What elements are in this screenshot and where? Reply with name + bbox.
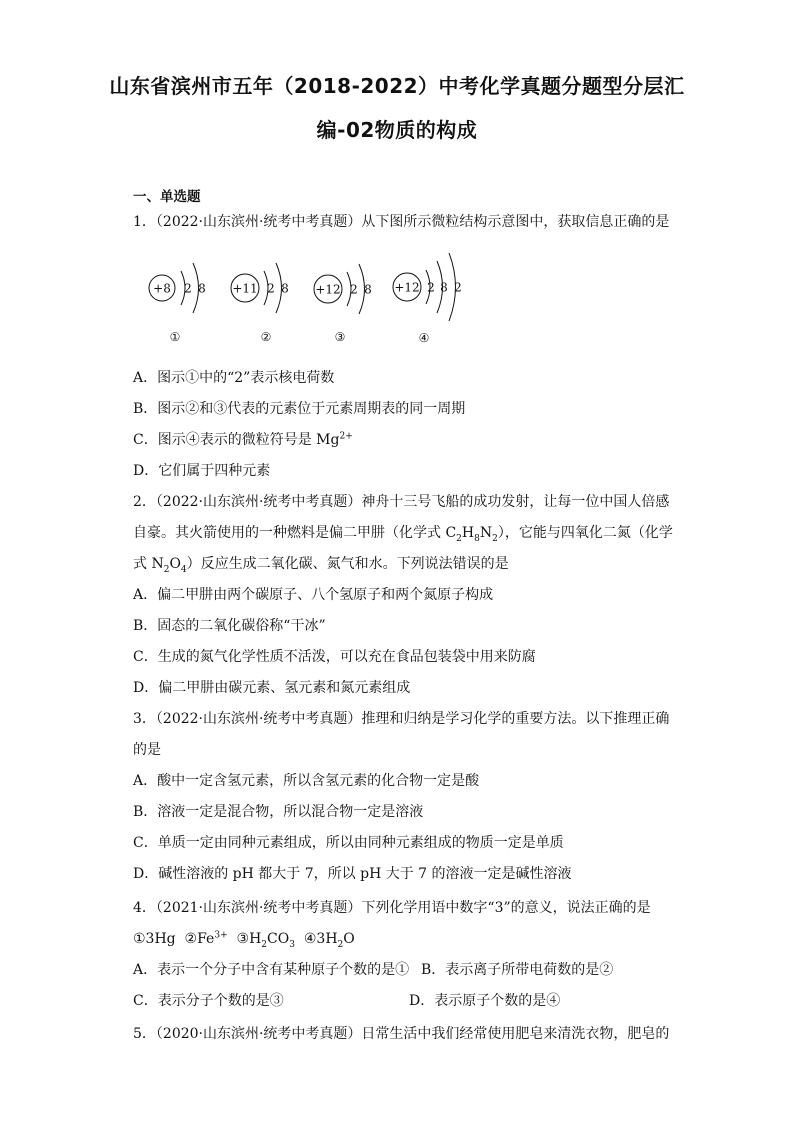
atom-4-shell-3: 2: [454, 280, 462, 295]
q4-formulas: [133, 929, 355, 949]
atom-2-shell-2: 8: [281, 281, 289, 296]
q1-option-a: A．图示①中的“2”表示核电荷数: [133, 370, 335, 386]
q1-option-c: C．图示④表示的微粒符号是 $Mg^{2+}$: [133, 431, 353, 448]
q4-option-b: B．表示离子所带电荷数的是②: [421, 962, 614, 978]
q1-stem: 1．（2022·山东滨州·统考中考真题）从下图所示微粒结构示意图中，获取信息正确的是: [133, 214, 670, 230]
atom-2-nucleus: +11: [232, 281, 258, 296]
atomic-structure-diagrams: [140, 243, 470, 353]
section-heading: 一、单选题: [133, 189, 201, 205]
q4-formula-4: $④3H_2O$: [303, 931, 355, 950]
atom-3-shell-1: 2: [350, 282, 358, 297]
q3-option-b: B．溶液一定是混合物，所以混合物一定是溶液: [133, 804, 424, 820]
atom-diagram-3: [314, 264, 372, 344]
atom-4-label: ④: [418, 331, 430, 345]
q1-option-d: D．它们属于四种元素: [133, 463, 271, 479]
q2-option-c: C．生成的氮气化学性质不活泼，可以充在食品包装袋中用来防腐: [133, 649, 536, 665]
atom-4-nucleus: +12: [394, 280, 420, 295]
atom-2-label: ②: [260, 330, 272, 344]
q3-stem-line-1: 3．（2022·山东滨州·统考中考真题）推理和归纳是学习化学的重要方法。以下推理正确: [133, 711, 670, 727]
q4-formula-2: $②Fe^{3+}$: [184, 930, 228, 947]
q2-stem-line-2: 自豪。其火箭使用的一种燃料是偏二甲肼（化学式 $C_2H_8N_2$），它能与四氧化二氮（化学: [133, 525, 673, 544]
atom-3-shell-2: 8: [364, 282, 372, 297]
q3-option-d: D．碱性溶液的 pH 都大于 7，所以 pH 大于 7 的溶液一定是碱性溶液: [133, 866, 572, 882]
q4-option-a: A．表示一个分子中含有某种原子个数的是①: [133, 962, 410, 978]
atom-1-nucleus: +8: [153, 281, 171, 296]
q5-stem-line-1: 5．（2020·山东滨州·统考中考真题）日常生活中我们经常使用肥皂来清洗衣物，肥皂的: [133, 1026, 670, 1042]
q4-option-d: D．表示原子个数的是④: [409, 993, 561, 1009]
atom-3-nucleus: +12: [315, 282, 341, 297]
atom-1-label: ①: [169, 330, 181, 344]
document-title-line-1: 山东省滨州市五年（2018-2022）中考化学真题分题型分层汇: [109, 74, 685, 98]
atom-1-shell-2: 8: [198, 281, 206, 296]
atom-diagram-4: [393, 253, 462, 345]
q2-option-a: A．偏二甲肼由两个碳原子、八个氢原子和两个氮原子构成: [133, 587, 494, 603]
q3-option-c: C．单质一定由同种元素组成，所以由同种元素组成的物质一定是单质: [133, 835, 564, 851]
atom-diagram-1: [149, 263, 206, 344]
q4-formula-3: $③H_2CO_3$: [236, 931, 295, 950]
q4-stem: 4．（2021·山东滨州·统考中考真题）下列化学用语中数字“3”的意义，说法正确的是: [133, 900, 651, 916]
atom-diagram-2: [231, 263, 289, 344]
q4-option-c: C．表示分子个数的是③: [133, 993, 284, 1009]
q2-stem-line-1: 2．（2022·山东滨州·统考中考真题）神舟十三号飞船的成功发射，让每一位中国人倍感: [133, 494, 670, 510]
q1-option-b: B．图示②和③代表的元素位于元素周期表的同一周期: [133, 401, 466, 417]
q2-stem-line-3: 式 $N_2O_4$）反应生成二氧化碳、氮气和水。下列说法错误的是: [133, 556, 509, 575]
atom-1-shell-1: 2: [184, 281, 192, 296]
q3-stem-line-2: 的是: [133, 742, 161, 758]
q3-option-a: A．酸中一定含氢元素，所以含氢元素的化合物一定是酸: [133, 773, 480, 789]
q2-option-d: D．偏二甲肼由碳元素、氢元素和氮元素组成: [133, 680, 411, 696]
q4-formula-1: ①3Hg: [133, 931, 176, 947]
document-title-line-2: 编-02物质的构成: [316, 118, 478, 142]
atom-4-shell-1: 2: [427, 280, 435, 295]
atom-2-shell-1: 2: [267, 281, 275, 296]
q2-option-b: B．固态的二氧化碳俗称“干冰”: [133, 618, 326, 634]
atom-4-shell-2: 8: [440, 280, 448, 295]
atom-3-label: ③: [334, 330, 346, 344]
